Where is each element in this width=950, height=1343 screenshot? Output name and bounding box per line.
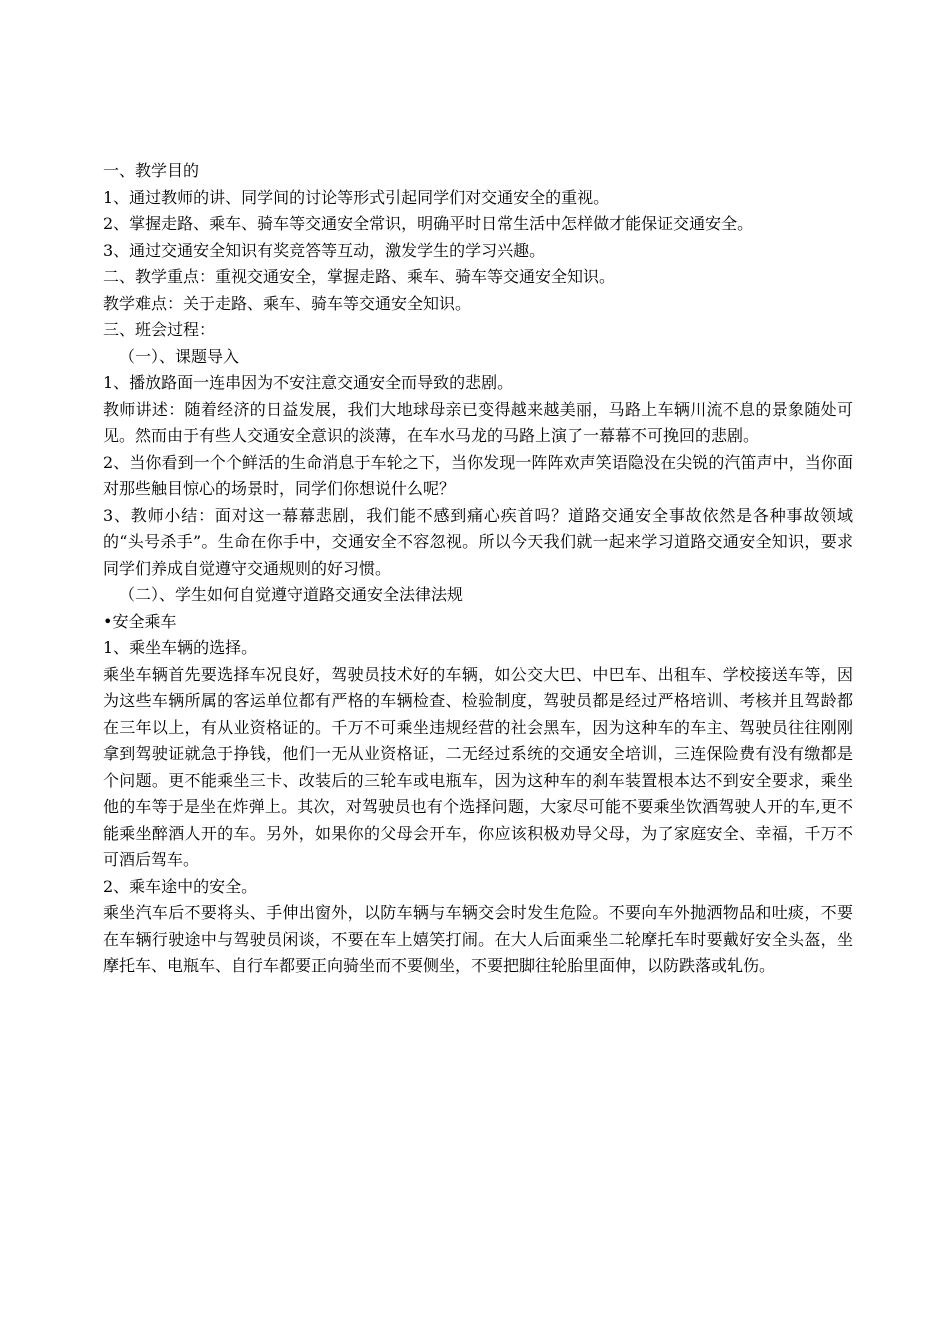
goal-item-3: 3、通过交通安全知识有奖竞答等互动，激发学生的学习兴趣。 xyxy=(103,240,546,260)
difficult-points: 教学难点：关于走路、乘车、骑车等交通安全知识。 xyxy=(103,293,472,313)
heading-teaching-goals: 一、教学目的 xyxy=(103,161,200,180)
riding-item-2: 2、乘车途中的安全。 xyxy=(103,876,258,896)
in-vehicle-safety-text: 乘坐汽车后不要将头、手伸出窗外，以防车辆与车辆交会时发生危险。不要向车外抛洒物品和吐痰，不要在车辆行驶途中与驾驶员闲谈，不要在车上嬉笑打闹。在大人后面乘坐二轮摩托车时要戴好安全头盔，坐摩托车、电瓶车、自行车都要正向骑坐而不要侧坐，不要把脚往轮胎里面伸，以防跌落或轧伤。 xyxy=(103,903,853,975)
vehicle-selection-text: 乘坐车辆首先要选择车况良好，驾驶员技术好的车辆，如公交大巴、中巴车、出租车、学校接送车等，因为这些车辆所属的客运单位都有严格的车辆检查、检验制度，驾驶员都是经过严格培训、考核并且驾龄都在三年以上，有从业资格证的。千万不可乘坐违规经营的社会黑车，因为这种车的车主、驾驶员往往刚刚拿到驾驶证就急于挣钱，他们一无从业资格证，二无经过系统的交通安全培训，三连保险费有没有缴都是个问题。更不能乘坐三卡、改装后的三轮车或电瓶车，因为这种车的刹车装置根本达不到安全要求，乘坐他的车等于是坐在炸弹上。其次，对驾驶员也有个选择问题，大家尽可能不要乘坐饮酒驾驶人开的车,更不能乘坐醉酒人开的车。另外，如果你的父母会开车，你应该积极劝导父母，为了家庭安全、幸福，千万不可酒后驾车。 xyxy=(103,664,853,869)
intro-item-3: 3、教师小结：面对这一幕幕悲剧，我们能不感到痛心疾首吗？道路交通安全事故依然是各种事故领域的“头号杀手”。生命在你手中，交通安全不容忽视。所以今天我们就一起来学习道路交通安全知识，要求同学们养成自觉遵守交通规则的好习惯。 xyxy=(103,505,853,578)
goal-item-2: 2、掌握走路、乘车、骑车等交通安全常识，明确平时日常生活中怎样做才能保证交通安全。 xyxy=(103,214,754,233)
heading-class-process: 三、班会过程： xyxy=(103,320,216,339)
document-body xyxy=(103,158,853,980)
riding-item-1: 1、乘坐车辆的选择。 xyxy=(103,638,258,657)
intro-item-1: 1、播放路面一连串因为不安注意交通安全而导致的悲剧。 xyxy=(103,373,514,392)
bullet-safe-riding: •安全乘车 xyxy=(103,611,177,631)
subheading-intro: （一）、课题导入 xyxy=(119,346,240,366)
goal-item-1: 1、通过教师的讲、同学间的讨论等形式引起同学们对交通安全的重视。 xyxy=(103,187,610,207)
intro-item-2: 2、当你看到一个个鲜活的生命消息于车轮之下，当你发现一阵阵欢声笑语隐没在尖锐的汽笛声中，当你面对那些触目惊心的场景时，同学们你想说什么呢？ xyxy=(103,452,853,498)
heading-key-points: 二、教学重点：重视交通安全，掌握走路、乘车、骑车等交通安全知识。 xyxy=(103,267,616,286)
subheading-traffic-rules: （二）、学生如何自觉遵守道路交通安全法律法规 xyxy=(119,585,464,604)
teacher-narration: 教师讲述：随着经济的日益发展，我们大地球母亲已变得越来越美丽，马路上车辆川流不息的景象随处可见。然而由于有些人交通安全意识的淡薄，在车水马龙的马路上演了一幕幕不可挽回的悲剧。 xyxy=(103,399,853,445)
